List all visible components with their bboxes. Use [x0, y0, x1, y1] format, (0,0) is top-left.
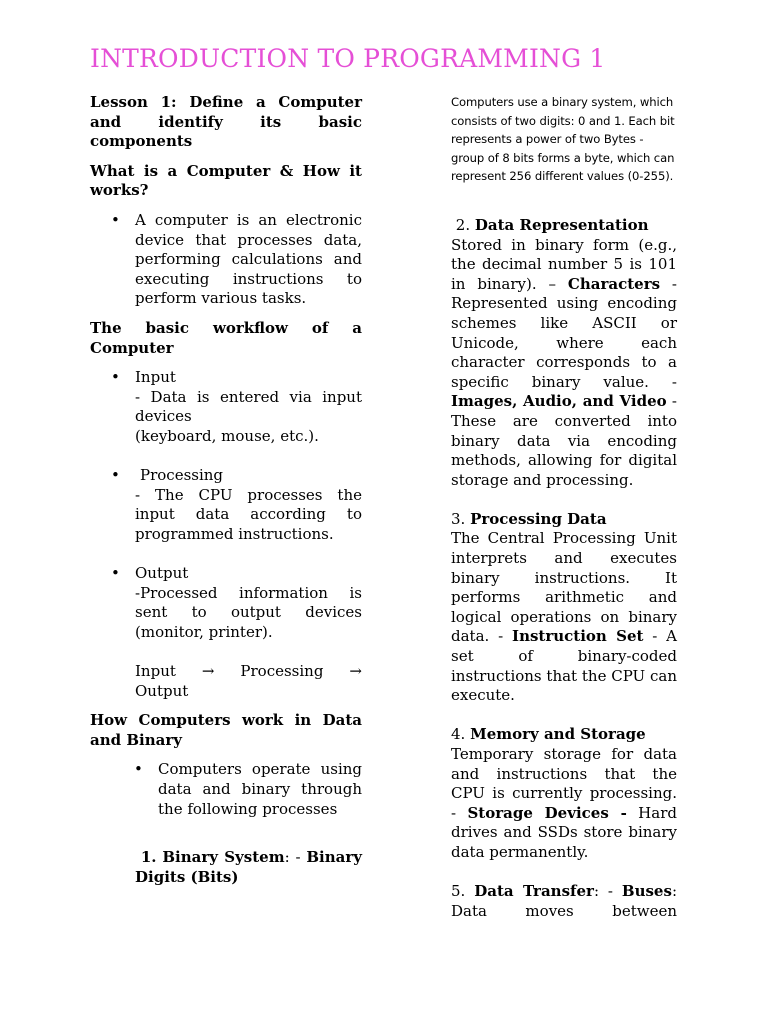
section-title: Memory and Storage: [470, 725, 646, 744]
binary-system-note: Computers use a binary system, which consists of two digits: 0 and 1. Each bit represents a power of two Bytes - group of 8 bits forms a byte, which can represent 256 different values (0-255).: [451, 95, 675, 184]
media-label: Images, Audio, and Video: [451, 392, 667, 411]
section-text: : Data moves between: [451, 882, 677, 920]
computer-definition-text: A computer is an electronic device that processes data, performing calculations and executing instructions to perform various tasks.: [135, 210, 362, 308]
binary-digits-label: Binary Digits (Bits): [135, 848, 362, 886]
input-label: Input: [135, 368, 176, 387]
section-number: 4.: [451, 725, 466, 744]
section-processing-data: [451, 510, 677, 706]
binary-bullet: [134, 760, 362, 819]
characters-label: Characters: [567, 274, 661, 293]
computer-definition-bullet: [111, 210, 362, 309]
flow-step-processing: Processing: [240, 662, 324, 681]
binary-bullet-text: Computers operate using data and binary through the following processes: [158, 760, 362, 818]
processing-item: [111, 466, 362, 544]
workflow-heading: The basic workflow of a Computer: [90, 318, 362, 357]
flow-step-input: Input: [135, 662, 176, 681]
input-description: - Data is entered via input devices: [135, 387, 362, 426]
output-label: Output: [135, 564, 189, 583]
arrow-right-icon: →: [201, 662, 215, 681]
output-description: -Processed information is sent to output devices (monitor, printer).: [135, 583, 362, 641]
instruction-set-label: Instruction Set: [512, 627, 644, 646]
storage-devices-label: Storage Devices -: [467, 803, 627, 822]
what-is-computer-heading: What is a Computer & How it works?: [90, 161, 362, 200]
binary-system-separator: : -: [284, 848, 307, 867]
section-text: Stored in binary form (e.g., the decimal number 5 is 101 in binary). –: [451, 235, 677, 293]
binary-heading: How Computers work in Data and Binary: [90, 711, 362, 749]
section-data-representation: [451, 216, 677, 490]
section-number: 5.: [451, 882, 466, 901]
binary-system-number: 1.: [140, 848, 157, 867]
section-title: Data Representation: [474, 215, 649, 234]
section-text: - These are converted into binary data via encoding methods, allowing for digital storage and processing.: [451, 392, 677, 489]
section-title: Data Transfer: [474, 882, 594, 901]
binary-system-title: Binary System: [162, 848, 285, 867]
bullet-icon: •: [111, 564, 120, 583]
bullet-icon: •: [111, 466, 120, 485]
section-data-transfer: [451, 882, 677, 921]
document-title: INTRODUCTION TO PROGRAMMING 1: [90, 44, 606, 73]
bullet-icon: •: [111, 368, 120, 387]
section-text: - Represented using encoding schemes like ASCII or Unicode, where each character corresponds to a specific binary value. -: [451, 274, 678, 391]
bullet-icon: •: [111, 210, 120, 229]
section-text: Temporary storage for data and instructions that the CPU is currently processing. -: [451, 745, 677, 822]
workflow-flow: [135, 662, 362, 701]
section-text: - A set of binary-coded instructions that the CPU can execute.: [451, 627, 678, 705]
right-column: [451, 93, 677, 921]
buses-label: Buses: [621, 882, 672, 901]
output-item: [111, 564, 362, 642]
bullet-icon: •: [134, 760, 143, 779]
section-separator: : -: [593, 882, 622, 901]
section-title: Processing Data: [470, 509, 607, 528]
processing-description: - The CPU processes the input data according to programmed instructions.: [135, 485, 362, 543]
flow-step-output: Output: [135, 681, 189, 700]
section-memory-storage: [451, 725, 677, 862]
arrow-right-icon: →: [349, 662, 362, 681]
lesson-heading: Lesson 1: Define a Computer and identify its basic components: [90, 93, 362, 151]
left-column: [90, 93, 362, 887]
processing-label: Processing: [140, 466, 224, 485]
binary-system-item: [135, 848, 362, 887]
input-item: [111, 368, 362, 446]
input-devices-example: (keyboard, mouse, etc.).: [135, 426, 319, 445]
section-number: 3.: [451, 509, 466, 528]
section-text: Hard drives and SSDs store binary data permanently.: [451, 803, 677, 861]
section-number: 2.: [455, 215, 471, 234]
section-text: The Central Processing Unit interprets and executes binary instructions. It performs arithmetic and logical operations on binary data. -: [451, 529, 677, 646]
